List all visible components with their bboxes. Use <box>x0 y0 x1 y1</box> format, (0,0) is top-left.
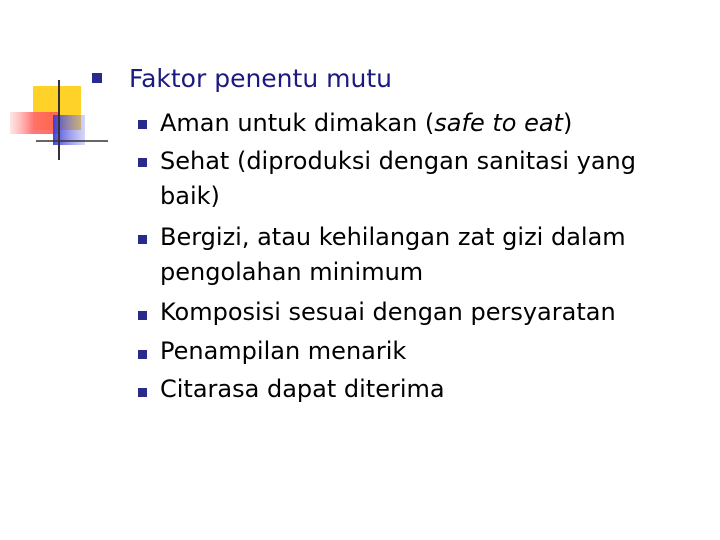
list-item-bullet <box>138 350 147 359</box>
slide-heading: Faktor penentu mutu <box>129 64 392 93</box>
italic-term: safe to eat <box>434 109 563 137</box>
list-item-bullet <box>138 311 147 320</box>
list-item-nutritious-cont: pengolahan minimum <box>160 258 424 286</box>
list-item-safe-to-eat: Aman untuk dimakan (safe to eat) <box>160 109 573 137</box>
list-item-taste: Citarasa dapat diterima <box>160 375 445 403</box>
list-item-healthy: Sehat (diproduksi dengan sanitasi yang <box>160 147 636 175</box>
list-item-bullet <box>138 120 147 129</box>
list-item-bullet <box>138 388 147 397</box>
list-item-bullet <box>138 235 147 244</box>
list-item-composition: Komposisi sesuai dengan persyaratan <box>160 298 616 326</box>
list-item-healthy-cont: baik) <box>160 182 220 210</box>
red-bar <box>10 112 60 134</box>
list-item-nutritious: Bergizi, atau kehilangan zat gizi dalam <box>160 223 626 251</box>
heading-bullet <box>92 73 102 83</box>
list-item-appearance: Penampilan menarik <box>160 337 407 365</box>
list-item-bullet <box>138 158 147 167</box>
decorative-corner-graphic <box>0 0 110 170</box>
